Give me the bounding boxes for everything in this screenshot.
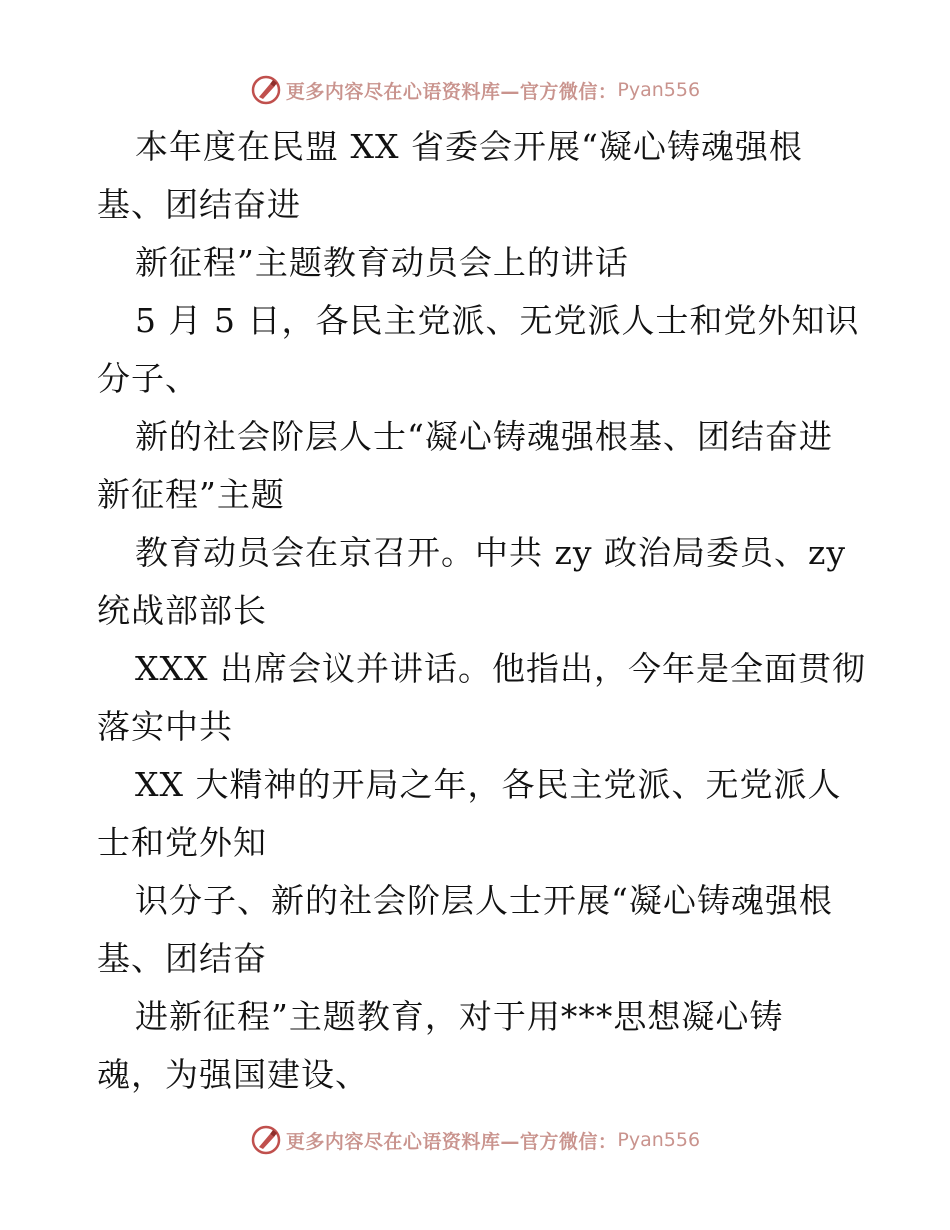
document-line: 新征程”主题教育动员会上的讲话	[135, 243, 629, 282]
document-line: 教育动员会在京召开。中共 zy 政治局委员、zy	[135, 533, 847, 572]
document-line: XXX 出席会议并讲话。他指出，今年是全面贯彻	[135, 649, 866, 688]
pen-logo-icon	[250, 1124, 282, 1156]
document-line: 识分子、新的社会阶层人士开展“凝心铸魂强根	[135, 881, 833, 920]
watermark-text: 更多内容尽在心语资料库—官方微信：	[285, 80, 618, 103]
document-line: 新的社会阶层人士“凝心铸魂强根基、团结奋进	[135, 417, 833, 456]
watermark-handle: Pyan556	[617, 79, 701, 101]
document-line: 统战部部长	[97, 591, 267, 630]
document-line: 5 月 5 日，各民主党派、无党派人士和党外知识	[135, 301, 860, 340]
footer-watermark	[0, 1120, 950, 1160]
document-line: 落实中共	[97, 707, 233, 746]
watermark-handle: Pyan556	[617, 1129, 701, 1151]
document-line: 基、团结奋进	[97, 185, 301, 224]
pen-logo-icon	[250, 74, 282, 106]
document-line: 新征程”主题	[97, 475, 285, 514]
document-line: 魂，为强国建设、	[97, 1055, 369, 1094]
document-line: 进新征程”主题教育，对于用***思想凝心铸	[135, 997, 784, 1036]
document-line: 本年度在民盟 XX 省委会开展“凝心铸魂强根	[135, 127, 803, 166]
watermark-text: 更多内容尽在心语资料库—官方微信：	[285, 1130, 618, 1153]
document-line: XX 大精神的开局之年，各民主党派、无党派人	[135, 765, 842, 804]
header-watermark	[0, 70, 950, 110]
document-line: 士和党外知	[97, 823, 267, 862]
document-line: 分子、	[97, 359, 199, 398]
document-line: 基、团结奋	[97, 939, 267, 978]
